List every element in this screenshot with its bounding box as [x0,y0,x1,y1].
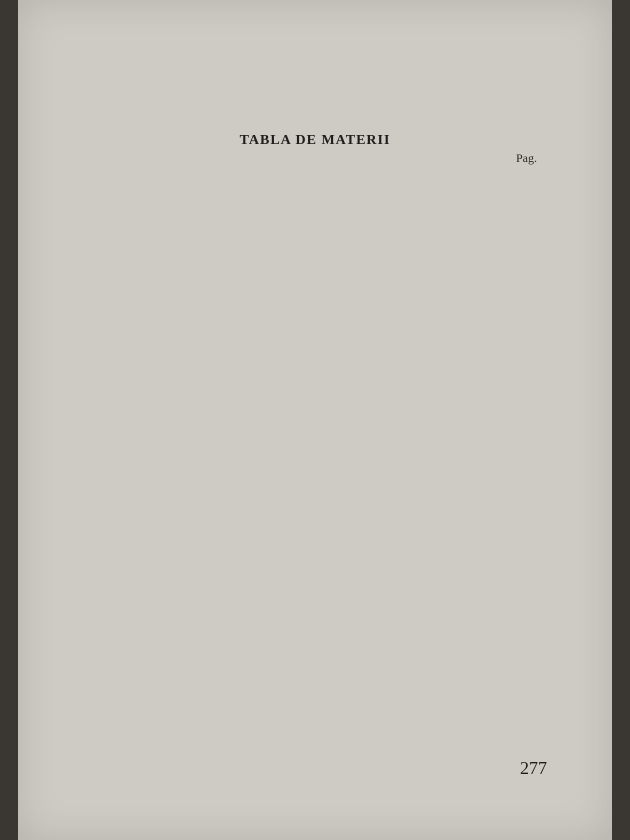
page-number: 277 [520,758,547,778]
page-column-label: Pag. [516,151,537,165]
page-title: TABLA DE MATERII [239,133,391,148]
book-page [18,0,612,840]
